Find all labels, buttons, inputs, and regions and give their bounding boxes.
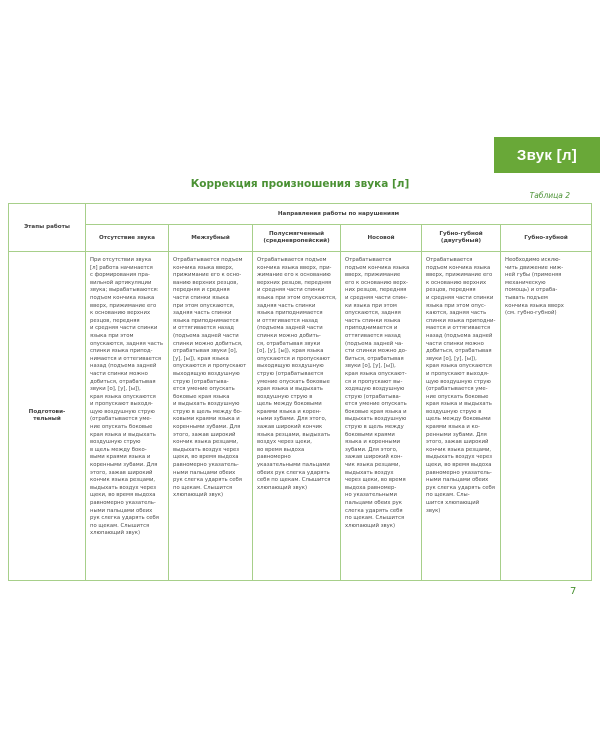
table-cell: [422, 252, 501, 581]
column-header: Носовой: [341, 225, 422, 252]
cell-text: Необходимо исклю- чить движение ниж- ней губы (применяя механическую помощь) и отраба- тывать подъем кончика языка вверх (см. губно-губной): [505, 257, 564, 317]
column-header: Межзубный: [169, 225, 253, 252]
table-caption: Таблица 2: [529, 191, 570, 200]
column-header: Отсутствие звука: [86, 225, 169, 252]
column-header: Полусмягченный (средневропейский): [253, 225, 341, 252]
column-header: Губно-зубной: [501, 225, 592, 252]
correction-table: [8, 203, 592, 581]
table-cell: [341, 252, 422, 581]
page-number: 7: [570, 586, 577, 597]
table-cell: [501, 252, 592, 581]
table-cell: [253, 252, 341, 581]
cell-text: Отрабатывается подъем кончика языка вверх, прижимание его к осно- ванию верхних резцов, передняя и средняя части спинки языка при этом опускаются, задняя часть спинки языка приподнимается и оттягивается назад (подъема задней части спинки можно добиться, отрабатывая звуки [о], [у], [ы]), края языка опускаются и пропускают выходящую воздушную струю (отрабатыва- ется умение опускать боковые края языка и выдыхать воздушную струю в щель между бо- ковыми краями языка и коренными зубами. Для этого, зажав широкий кончик языка резцами, выдыхать воздух через щеки, во время выдоха равномерно указатель- ными пальцами обеих рук слегка ударять себя по щекам. Слышится хлюпающий звук): [173, 257, 247, 499]
cell-text: При отсутствии звука [л] работа начинается с формирования пра- вильной артикуляции звука; вырабатываются: подъем кончика языка вверх, прижимание его к основанию верхних резцов, передняя и средняя части спинки языка при этом опускаются, задняя часть спинки языка припод- нимается и оттегивается назад (подъема задней части спинки можно добиться, отрабатывая звуки [о], [у], [ы]), края языка опускаются и пропускают выходя- щую воздушную струю (отрабатывается уме- ние опускать боковые края языка и выдыхать воздушную струю в щель между боко- выми краями языка и коренными зубами. Для этого, зажав широкий кончик языка резцами, выдыхать воздух через щеки, во время выдоха равномерно указатель- ными пальцами обеих рук слегка ударять себя по щекам. Слышится хлюпающий звук): [90, 257, 163, 537]
stage-cell: [9, 252, 86, 581]
cell-text: Отрабатывается подъем кончика языка вверх, при- жимание его к основанию верхних резцов, передняя и средняя части спинки языка при этом опускаются, задняя часть спинки языка приподнимается и оттягивается назад (подъема задней части спинки можно добить- ся, отрабатывая звуки [о], [у], [ы]), края языка опускаются и пропускают выходящую воздушную струю (отрабатывается умение опускать боковые края языка и выдыхать воздушную струю в щель между боковыми краями языка и корен- ными зубами. Для этого, зажав широкий кончик языка резцами, выдыхать воздух через щеки, во время выдоха равномерно указательными пальцами обеих рук слегка ударять себя по щекам. Слышится хлюпающий звук): [257, 257, 337, 491]
sound-badge: Звук [л]: [494, 137, 600, 173]
cell-text: Отрабатывается подъем кончика языка вверх, прижимание его к основанию верхних резцов, передняя и средняя части спинки языка при этом опус- каются, задняя часть спинки языка приподни- мается и оттягивается назад (подъема задней части спинки можно добиться, отрабатывая звуки [о], [у], [ы]), края языка опускаются и пропускают выходя- щую воздушную струю (отрабатывается уме- ние опускать боковые края языка и выдыхать воздушную струю в щель между боковыми краями языка и ко- ренными зубами. Для этого, зажав широкий кончик языка резцами, выдыхать воздух через щеки, во время выдоха равномерно указатель- ными пальцами обеих рук слегка ударять себя по щекам. Слы- шится хлюпающий звук): [426, 257, 496, 514]
page-title: Коррекция произношения звука [л]: [190, 178, 410, 190]
cell-text: Отрабатывается подъем кончика языка вверх, прижимание его к основанию верх- них резцов, передняя и средняя части спин- ки языка при этом опускаются, задняя часть спинки языка приподнимается и оттягивается назад (подъема задней ча- сти спинки можно до- биться, отрабатывая звуки [о], [у], [ы]), края языка опускают- ся и пропускают вы- ходящую воздушную струю (отрабатыва- ется умение опускать боковые края языка и выдыхать воздушную струю в щель между боковыми краями языка и коренными зубами. Для этого, зажав широкий кон- чик языка резцами, выдыхать воздух через щеки, во время выдоха равномер- но указательными пальцами обеих рук слегка ударять себя по щекам. Слышится хлюпающий звук): [345, 257, 410, 529]
table-row: [9, 252, 592, 581]
stage-label: Подготови- тельный: [28, 408, 66, 422]
directions-header: Направления работы по нарушениям: [86, 204, 592, 225]
column-header: Губно-губной (двугубный): [422, 225, 501, 252]
stage-header: Этапы работы: [9, 204, 86, 252]
table-cell: [169, 252, 253, 581]
table-cell: [86, 252, 169, 581]
